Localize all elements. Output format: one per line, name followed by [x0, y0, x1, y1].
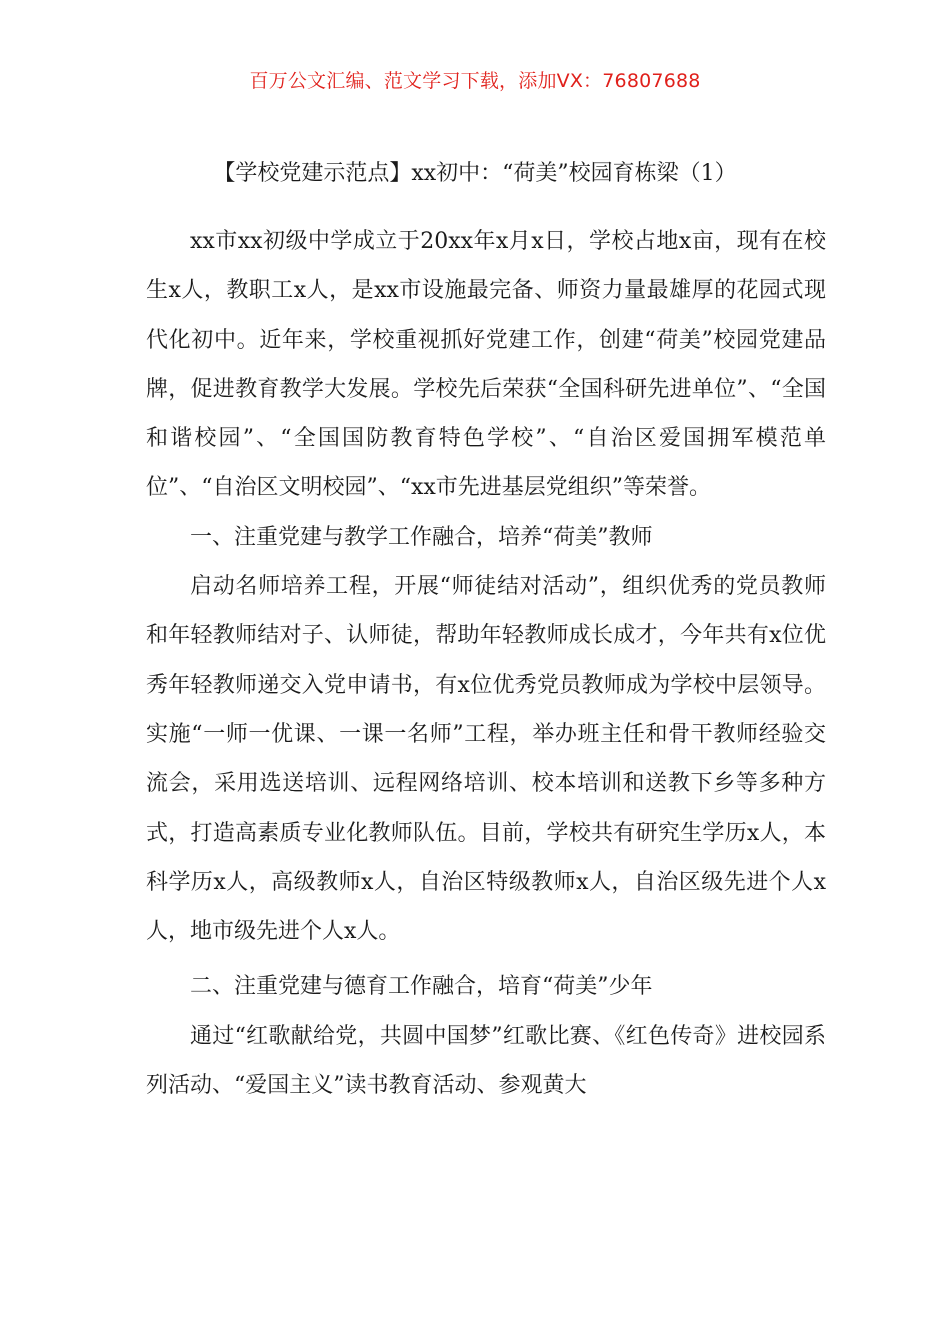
document-title: 【学校党建示范点】xx初中：“荷美”校园育栋梁（1）	[213, 161, 737, 186]
header-banner: 百万公文汇编、范文学习下载，添加VX：76807688	[249, 70, 701, 92]
section-2-paragraph: 通过“红歌献给党，共圆中国梦”红歌比赛、《红色传奇》进校园系列活动、“爱国主义”读书教育活动、参观黄大	[146, 1023, 826, 1099]
intro-paragraph: xx市xx初级中学成立于20xx年x月x日，学校占地x亩，现有在校生x人，教职工x人，是xx市设施最完备、师资力量最雄厚的花园式现代化初中。近年来，学校重视抓好党建工作，创建“荷美”校园党建品牌，促进教育教学大发展。学校先后荣获“全国科研先进单位”、“全国和谐校园”、“全国国防教育特色学校”、“自治区爱国拥军模范单位”、“自治区文明校园”、“xx市先进基层党组织”等荣誉。	[146, 229, 826, 501]
section-heading-2: 二、注重党建与德育工作融合，培育“荷美”少年	[190, 974, 653, 1000]
section-heading-1: 一、注重党建与教学工作融合，培养“荷美”教师	[190, 524, 653, 550]
document-body	[146, 217, 826, 1110]
section-1-paragraph: 启动名师培养工程，开展“师徒结对活动”，组织优秀的党员教师和年轻教师结对子、认师徒，帮助年轻教师成长成才，今年共有x位优秀年轻教师递交入党申请书，有x位优秀党员教师成为学校中层领导。实施“一师一优课、一课一名师”工程，举办班主任和骨干教师经验交流会，采用选送培训、远程网络培训、校本培训和送教下乡等多种方式，打造高素质专业化教师队伍。目前，学校共有研究生学历x人，本科学历x人，高级教师x人，自治区特级教师x人，自治区级先进个人x人，地市级先进个人x人。	[146, 574, 826, 945]
